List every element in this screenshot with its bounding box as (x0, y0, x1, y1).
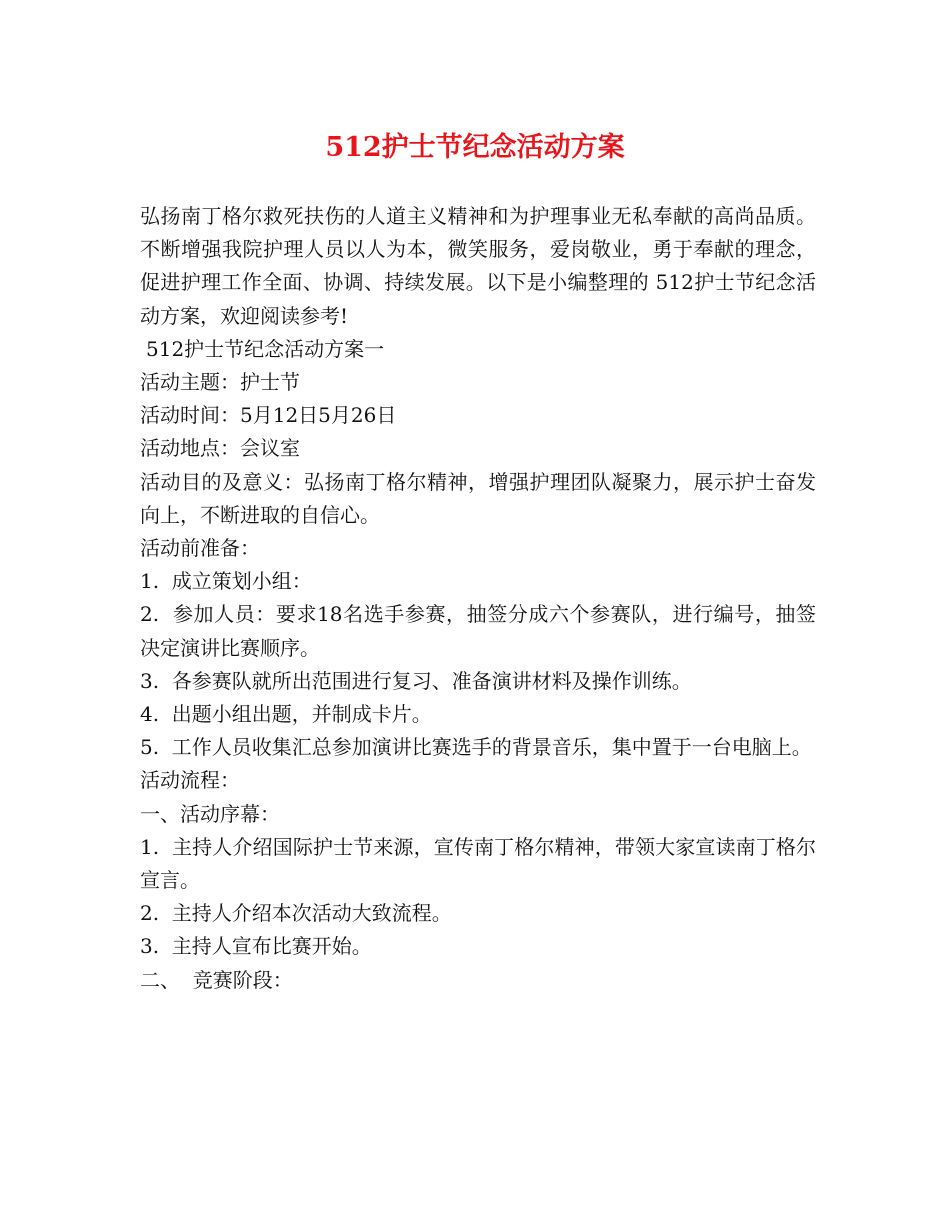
stage-item: 2. 主持人介绍本次活动大致流程。 (140, 901, 452, 926)
stage-heading: 一、活动序幕： (140, 801, 280, 826)
activity-time: 活动时间：5月12日5月26日 (140, 403, 397, 428)
activity-location: 活动地点：会议室 (140, 436, 300, 461)
activity-theme: 活动主题：护士节 (140, 370, 300, 395)
prep-item: 2. 参加人员：要求18名选手参赛，抽签分成六个参赛队，进行编号，抽签决定演讲比赛顺序。 (140, 602, 816, 660)
document-body (140, 200, 816, 997)
prep-item: 1. 成立策划小组： (140, 569, 312, 594)
document-title: 512护士节纪念活动方案 (325, 132, 625, 163)
prep-item: 5. 工作人员收集汇总参加演讲比赛选手的背景音乐，集中置于一台电脑上。 (140, 735, 812, 760)
stage-item: 1. 主持人介绍国际护士节来源，宣传南丁格尔精神，带领大家宣读南丁格尔宣言。 (140, 834, 816, 893)
flow-heading: 活动流程： (140, 768, 240, 793)
stage-item: 3. 主持人宣布比赛开始。 (140, 934, 372, 959)
prep-heading: 活动前准备： (140, 536, 260, 561)
prep-item: 4. 出题小组出题，并制成卡片。 (140, 702, 432, 727)
stage-heading: 二、 竞赛阶段： (140, 967, 293, 992)
activity-purpose: 活动目的及意义：弘扬南丁格尔精神，增强护理团队凝聚力，展示护士奋发向上，不断进取的自信心。 (140, 469, 816, 527)
intro-paragraph: 弘扬南丁格尔救死扶伤的人道主义精神和为护理事业无私奉献的高尚品质。不断增强我院护理人员以人为本，微笑服务，爱岗敬业，勇于奉献的理念，促进护理工作全面、协调、持续发展。以下是小编整理的 512护士节纪念活动方案，欢迎阅读参考! (140, 204, 816, 328)
prep-item: 3. 各参赛队就所出范围进行复习、准备演讲材料及操作训练。 (140, 668, 692, 693)
section-heading: 512护士节纪念活动方案一 (146, 336, 385, 361)
